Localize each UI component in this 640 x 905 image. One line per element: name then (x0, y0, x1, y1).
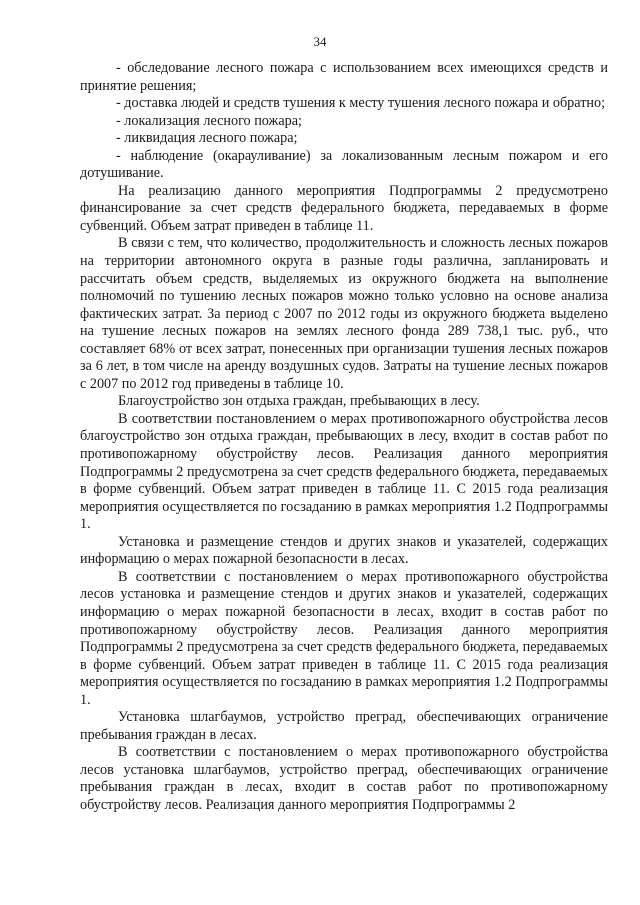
paragraph-fire-costs: В связи с тем, что количество, продолжительность и сложность лесных пожаров на территории автономного округа в разные годы различна, запланировать и рассчитать объем средств, выделяемых из окружного бюджета на выполнение полномочий по тушению лесных пожаров можно только условно на основе анализа фактических затрат. За период с 2007 по 2012 годы из окружного бюджета выделено на тушение лесных пожаров на землях лесного фонда 289 738,1 тыс. руб., что составляет 68% от всех затрат, понесенных при организации тушения лесных пожаров за 6 лет, в том числе на аренду воздушных судов. Затраты на тушение лесных пожаров с 2007 по 2012 год приведены в таблице 10. (80, 235, 608, 392)
list-item-monitoring: - наблюдение (окарауливание) за локализованным лесным пожаром и его дотушивание. (80, 147, 608, 182)
body-text (80, 60, 608, 815)
paragraph-barriers: В соответствии с постановлением о мерах противопожарного обустройства лесов установка шлагбаумов, устройство преград, обеспечивающих ограничение пребывания граждан в лесах, входит в состав работ по противопожарному обустройству лесов. Реализация данного мероприятия Подпрограммы 2 (80, 744, 608, 813)
list-item-liquidation: - ликвидация лесного пожара; (116, 130, 298, 147)
list-item-delivery: - доставка людей и средств тушения к месту тушения лесного пожара и обратно; (116, 95, 606, 112)
section-heading-stands-signs: Установка и размещение стендов и других знаков и указателей, содержащих информацию о мерах пожарной безопасности в лесах. (80, 533, 608, 568)
paragraph-recreation-zones: В соответствии постановлением о мерах противопожарного обустройства лесов благоустройство зон отдыха граждан, пребывающих в лесу, входит в состав работ по противопожарному обустройству лесов. Реализация данного мероприятия Подпрограммы 2 предусмотрена за счет средств федерального бюджета, передаваемых в форме субвенций. Объем затрат приведен в таблице 11. С 2015 года реализация мероприятия осуществляется по госзаданию в рамках мероприятия 1.2 Подпрограммы 1. (80, 410, 608, 533)
list-item-localization: - локализация лесного пожара; (116, 112, 302, 129)
paragraph-financing: На реализацию данного мероприятия Подпрограммы 2 предусмотрено финансирование за счет средств федерального бюджета, передаваемых в форме субвенций. Объем затрат приведен в таблице 11. (80, 182, 608, 234)
page-number: 34 (313, 34, 327, 49)
section-heading-recreation-zones: Благоустройство зон отдыха граждан, пребывающих в лесу. (118, 393, 480, 410)
list-item-survey: - обследование лесного пожара с использованием всех имеющихся средств и принятие решения; (80, 60, 608, 94)
section-heading-barriers: Установка шлагбаумов, устройство преград, обеспечивающих ограничение пребывания граждан в лесах. (80, 709, 608, 743)
paragraph-stands-signs: В соответствии с постановлением о мерах противопожарного обустройства лесов установка и размещение стендов и других знаков и указателей, содержащих информацию о мерах пожарной безопасности в лесах, входит в состав работ по противопожарному обустройству лесов. Реализация данного мероприятия Подпрограммы 2 предусмотрена за счет средств федерального бюджета, передаваемых в форме субвенций. Объем затрат приведен в таблице 11. С 2015 года реализация мероприятия осуществляется по госзаданию в рамках мероприятия 1.2 Подпрограммы 1. (80, 568, 608, 708)
